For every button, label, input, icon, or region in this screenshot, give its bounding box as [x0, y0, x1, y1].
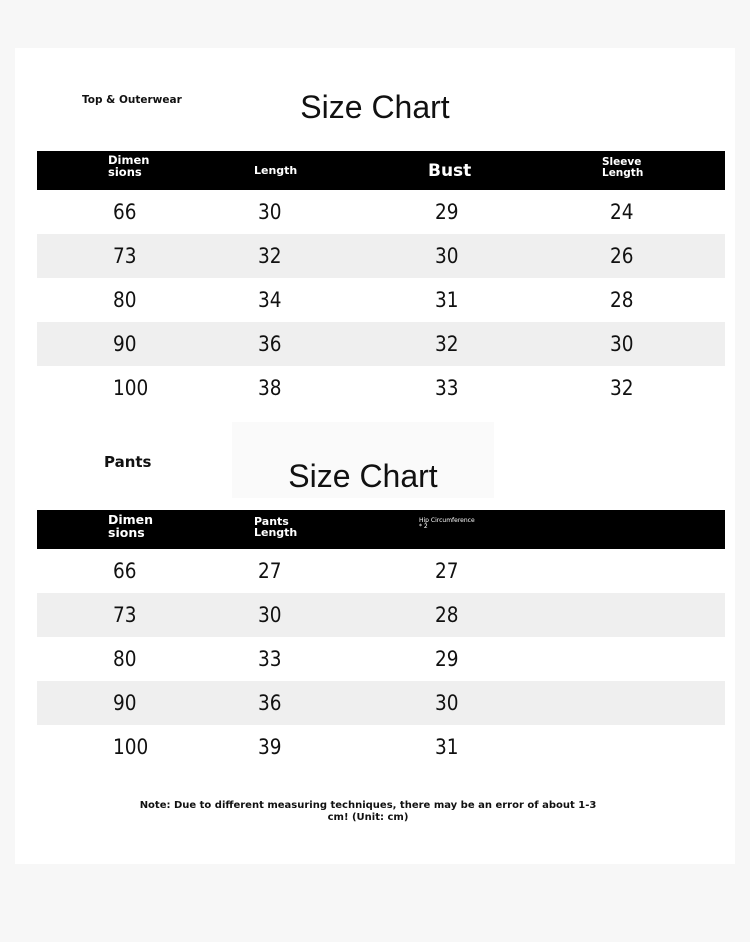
header-pants-length: Pants Length — [254, 515, 298, 539]
table-cell: 90 — [113, 691, 137, 715]
measurement-note: Note: Due to different measuring techniques, there may be an error of about 1-3 cm! (Unit: cm) — [128, 794, 608, 840]
table-row — [37, 725, 725, 769]
header-hip-circumference: Hip Circumference * 2 — [419, 517, 475, 530]
table-cell: 34 — [258, 288, 282, 312]
table-cell: 30 — [258, 200, 282, 224]
top-table-body — [37, 190, 725, 410]
table-cell: 90 — [113, 332, 137, 356]
table-cell: 100 — [113, 735, 149, 759]
table-cell: 33 — [258, 647, 282, 671]
pants-size-table — [37, 510, 725, 769]
table-cell: 80 — [113, 647, 137, 671]
header-length: Length — [254, 164, 298, 177]
top-category-label: Top & Outerwear — [66, 84, 186, 120]
table-cell: 38 — [258, 376, 282, 400]
table-cell: 30 — [435, 691, 459, 715]
table-row — [37, 637, 725, 681]
header-dimensions: Dimen sions — [108, 512, 154, 540]
table-cell: 30 — [258, 603, 282, 627]
table-cell: 31 — [435, 288, 459, 312]
top-table-header — [37, 151, 725, 190]
table-cell: 26 — [610, 244, 634, 268]
table-cell: 66 — [113, 200, 137, 224]
table-cell: 28 — [610, 288, 634, 312]
table-row — [37, 681, 725, 725]
table-row — [37, 234, 725, 278]
table-cell: 29 — [435, 200, 459, 224]
table-cell: 73 — [113, 603, 137, 627]
table-row — [37, 190, 725, 234]
table-cell: 32 — [435, 332, 459, 356]
header-bust: Bust — [428, 161, 472, 181]
table-cell: 31 — [435, 735, 459, 759]
table-cell: 30 — [435, 244, 459, 268]
pants-size-chart-title: Size Chart — [232, 422, 494, 498]
table-cell: 24 — [610, 200, 634, 224]
table-row — [37, 593, 725, 637]
table-row — [37, 322, 725, 366]
pants-category-label: Pants — [86, 441, 176, 485]
table-row — [37, 366, 725, 410]
table-row — [37, 549, 725, 593]
pants-table-body — [37, 549, 725, 769]
table-cell: 30 — [610, 332, 634, 356]
table-cell: 36 — [258, 332, 282, 356]
table-cell: 32 — [258, 244, 282, 268]
table-cell: 80 — [113, 288, 137, 312]
header-dimensions: Dimen sions — [108, 153, 150, 179]
table-cell: 29 — [435, 647, 459, 671]
table-cell: 36 — [258, 691, 282, 715]
table-cell: 27 — [435, 559, 459, 583]
table-row — [37, 278, 725, 322]
table-cell: 27 — [258, 559, 282, 583]
top-size-table — [37, 151, 725, 410]
table-cell: 39 — [258, 735, 282, 759]
table-cell: 66 — [113, 559, 137, 583]
top-size-chart-title: Size Chart — [250, 68, 500, 134]
table-cell: 32 — [610, 376, 634, 400]
pants-table-header — [37, 510, 725, 549]
table-cell: 73 — [113, 244, 137, 268]
header-sleeve-length: Sleeve Length — [602, 156, 644, 179]
table-cell: 28 — [435, 603, 459, 627]
table-cell: 33 — [435, 376, 459, 400]
table-cell: 100 — [113, 376, 149, 400]
